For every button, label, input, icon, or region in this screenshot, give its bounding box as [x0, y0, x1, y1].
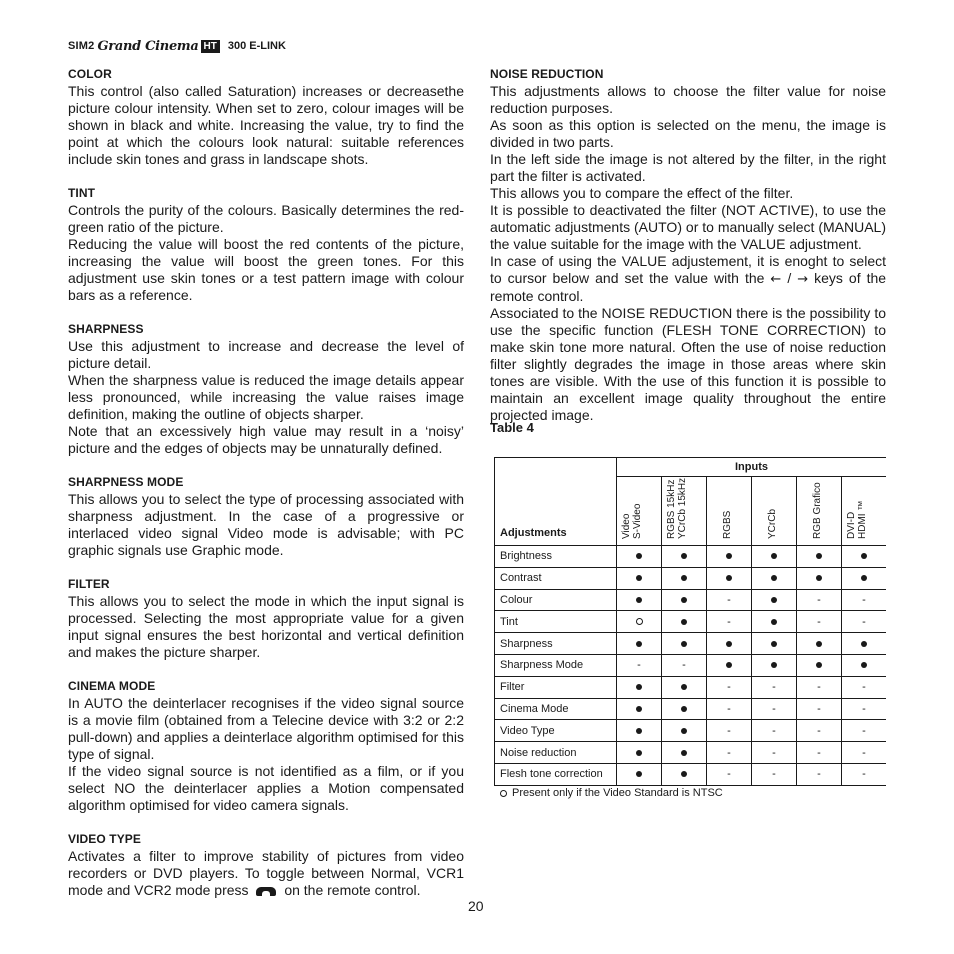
table-cell [752, 676, 797, 698]
not-supported-dash: - [817, 724, 821, 737]
table-title: Table 4 [490, 420, 534, 435]
supported-dot-icon [636, 684, 642, 690]
supported-dot-icon [816, 662, 822, 668]
left-column [68, 66, 464, 916]
not-supported-dash: - [772, 702, 776, 715]
not-supported-dash: - [727, 702, 731, 715]
not-supported-dash: - [817, 681, 821, 694]
row-label: Noise reduction [495, 742, 617, 764]
table-cell [797, 742, 842, 764]
supported-dot-icon [861, 641, 867, 647]
supported-dot-icon [771, 641, 777, 647]
not-supported-dash: - [772, 724, 776, 737]
table-cell [842, 567, 887, 589]
table-row [495, 633, 887, 655]
row-label: Colour [495, 589, 617, 611]
table-cell [752, 763, 797, 785]
table-cell [842, 676, 887, 698]
not-supported-dash: - [862, 724, 866, 737]
input-column-label: YCrCb [767, 508, 778, 539]
section-paragraph: This allows you to compare the effect of the filter. [490, 185, 794, 201]
section-sharpness [68, 321, 464, 457]
table-cell [752, 654, 797, 676]
table-cell [752, 546, 797, 568]
inputs-header: Inputs [617, 458, 887, 477]
table-cell [707, 567, 752, 589]
not-supported-dash: - [727, 681, 731, 694]
remote-button-icon [256, 887, 276, 896]
not-supported-dash: - [817, 615, 821, 628]
table-cell [662, 720, 707, 742]
table-cell [662, 676, 707, 698]
table-cell [842, 546, 887, 568]
input-column-label: Video [621, 513, 632, 539]
supported-dot-icon [771, 575, 777, 581]
table-cell [752, 567, 797, 589]
table-cell [662, 589, 707, 611]
section-body [490, 83, 886, 253]
table-cell [662, 611, 707, 633]
section-title: SHARPNESS [68, 322, 144, 336]
table-cell [707, 676, 752, 698]
section-noise-reduction [490, 66, 886, 424]
not-supported-dash: - [862, 768, 866, 781]
not-supported-dash: - [817, 768, 821, 781]
not-supported-dash: - [862, 615, 866, 628]
supported-dot-icon [861, 575, 867, 581]
table-cell [707, 654, 752, 676]
supported-dot-icon [636, 553, 642, 559]
ntsc-ring-icon [500, 790, 507, 797]
right-column [490, 66, 886, 441]
table-cell [662, 633, 707, 655]
section-filter [68, 576, 464, 661]
table-cell [842, 589, 887, 611]
table-cell [842, 698, 887, 720]
input-column-header [797, 477, 842, 546]
table-cell [707, 546, 752, 568]
brand-prefix: SIM2 [68, 40, 95, 52]
section-paragraph: Associated to the NOISE REDUCTION there is the possibility to use the specific function (FLESH TONE CORRECTION) to make skin tone more natural. Often the use of noise reduction filter slightly degrades the image in those areas where skin tones are visible. With the use of this function it is possible to maintain an excellent image quality throughout the entire projected image. [490, 305, 886, 423]
adjustments-header: Adjustments [495, 458, 617, 546]
not-supported-dash: - [772, 681, 776, 694]
arrow-right-icon: → [797, 272, 809, 287]
table-cell [752, 611, 797, 633]
section-video-type [68, 831, 464, 899]
supported-dot-icon [681, 771, 687, 777]
table-cell [662, 567, 707, 589]
table-cell [707, 763, 752, 785]
adjustments-table [494, 457, 886, 786]
table-cell [707, 611, 752, 633]
row-label: Filter [495, 676, 617, 698]
row-label: Tint [495, 611, 617, 633]
table-row [495, 763, 887, 785]
section-paragraph: If the video signal source is not identified as a film, or if you select NO the deinterlacer applies a Motion compensated algorithm optimised for video camera signals. [68, 763, 464, 813]
input-column-header [662, 477, 707, 546]
table-cell [662, 546, 707, 568]
not-supported-dash: - [727, 746, 731, 759]
not-supported-dash: - [727, 615, 731, 628]
table-cell [797, 633, 842, 655]
input-column-header [707, 477, 752, 546]
supported-dot-icon [681, 641, 687, 647]
table-cell [842, 654, 887, 676]
supported-dot-icon [726, 641, 732, 647]
supported-dot-icon [726, 575, 732, 581]
table-cell [707, 589, 752, 611]
section-tint [68, 185, 464, 304]
table-cell [842, 742, 887, 764]
table-row [495, 720, 887, 742]
arrow-left-icon: ← [770, 272, 782, 287]
supported-dot-icon [636, 750, 642, 756]
section-title: VIDEO TYPE [68, 832, 142, 846]
section-title: FILTER [68, 577, 110, 591]
table-cell [752, 698, 797, 720]
input-column-label: RGBS 15kHz [666, 479, 677, 539]
section-paragraph: When the sharpness value is reduced the image details appear less pronounced, while increasing the value raises image definition, making the outline of objects sharper. [68, 372, 464, 422]
row-label: Flesh tone correction [495, 763, 617, 785]
table-cell [707, 698, 752, 720]
section-color [68, 66, 464, 168]
row-label: Contrast [495, 567, 617, 589]
supported-dot-icon [816, 575, 822, 581]
section-paragraph: In the left side the image is not altered by the filter, in the right part the filter is activated. [490, 151, 886, 184]
supported-dot-icon [636, 706, 642, 712]
table-cell [797, 763, 842, 785]
table-row [495, 546, 887, 568]
section-paragraph: This adjustments allows to choose the filter value for noise reduction purposes. [490, 83, 886, 116]
table-cell [797, 611, 842, 633]
not-supported-dash: - [727, 593, 731, 606]
page-number: 20 [468, 898, 484, 914]
table-cell [797, 698, 842, 720]
section-title: SHARPNESS MODE [68, 475, 184, 489]
supported-dot-icon [861, 553, 867, 559]
table-row [495, 611, 887, 633]
section-paragraph: This allows you to select the mode in which the input signal is processed. Selecting the most appropriate value for a given input signal ensures the best horizontal and vertical definition and makes the picture sharper. [68, 593, 464, 660]
row-label: Cinema Mode [495, 698, 617, 720]
table-row [495, 567, 887, 589]
table-row [495, 654, 887, 676]
table-cell [662, 698, 707, 720]
row-label: Sharpness Mode [495, 654, 617, 676]
input-column-label: RGBS [722, 510, 733, 539]
section-title: NOISE REDUCTION [490, 67, 604, 81]
supported-dot-icon [771, 597, 777, 603]
input-column-header [842, 477, 887, 546]
section-sharpness-mode [68, 474, 464, 559]
table-cell [842, 633, 887, 655]
table-cell [752, 720, 797, 742]
not-supported-dash: - [862, 593, 866, 606]
supported-dot-icon [636, 575, 642, 581]
table-cell [797, 589, 842, 611]
supported-dot-icon [636, 771, 642, 777]
row-label: Sharpness [495, 633, 617, 655]
table-cell [797, 567, 842, 589]
table-cell [617, 633, 662, 655]
brand-script: Grand Cinema [97, 38, 199, 54]
table-cell [617, 611, 662, 633]
table-cell [617, 763, 662, 785]
supported-dot-icon [681, 575, 687, 581]
section-paragraph: It is possible to deactivated the filter (NOT ACTIVE), to use the automatic adjustments (AUTO) or to manually select (MANUAL) the value suitable for the image with the VALUE adjustment. [490, 202, 886, 252]
table-cell [662, 654, 707, 676]
input-column-header [617, 477, 662, 546]
section-paragraph: This control (also called Saturation) increases or decreasethe picture colour intensity. When set to zero, colour images will be shown in black and white. Increasing the value, try to find the point at which the colours look natural: suitable references include skin tones and grass in landscape shots. [68, 83, 464, 167]
supported-dot-icon [681, 597, 687, 603]
not-supported-dash: - [817, 593, 821, 606]
left-sections [68, 66, 464, 814]
table-cell [797, 654, 842, 676]
table-cell [617, 567, 662, 589]
section-paragraph: Use this adjustment to increase and decrease the level of picture detail. [68, 338, 464, 371]
table-cell [617, 589, 662, 611]
not-supported-dash: - [862, 746, 866, 759]
supported-dot-icon [681, 619, 687, 625]
table-cell [707, 742, 752, 764]
table-row [495, 676, 887, 698]
table-row [495, 698, 887, 720]
section-paragraph: In AUTO the deinterlacer recognises if the video signal source is a movie film (obtained from a Telecine device with 3:2 or 2:2 pull-down) and applies a deinterlace algorithm optimised for this type of signal. [68, 695, 464, 762]
page-header [68, 38, 286, 54]
not-supported-dash: - [817, 702, 821, 715]
table-cell [617, 546, 662, 568]
not-supported-dash: - [772, 746, 776, 759]
section-paragraph: Reducing the value will boost the red contents of the picture, increasing the value will boost the green tones. For this adjustment use skin tones or a test pattern image with colour bars as a reference. [68, 236, 464, 303]
section-paragraph: As soon as this option is selected on the menu, the image is divided in two parts. [490, 117, 886, 150]
input-column-label: RGB Grafico [812, 482, 823, 539]
supported-dot-icon [861, 662, 867, 668]
table-cell [707, 633, 752, 655]
table-cell [797, 720, 842, 742]
supported-dot-icon [681, 684, 687, 690]
brand-ht-badge: HT [201, 40, 220, 53]
supported-dot-icon [681, 728, 687, 734]
input-column-label: HDMI ™ [857, 500, 868, 539]
row-label: Brightness [495, 546, 617, 568]
supported-dot-icon [636, 597, 642, 603]
table-footnote: Present only if the Video Standard is NTSC [500, 787, 723, 799]
supported-dot-icon [726, 662, 732, 668]
supported-dot-icon [726, 553, 732, 559]
section-paragraph: In case of using the VALUE adjustement, it is enoght to select to cursor below and set the value with the ← / → keys of the remote control. [490, 253, 887, 304]
supported-dot-icon [681, 553, 687, 559]
table-cell [617, 742, 662, 764]
not-supported-dash: - [862, 681, 866, 694]
ntsc-ring-icon [636, 618, 643, 625]
section-title: CINEMA MODE [68, 679, 156, 693]
table-cell [752, 589, 797, 611]
supported-dot-icon [636, 641, 642, 647]
table-row [495, 742, 887, 764]
input-column-label: DVI-D [846, 511, 857, 539]
table-cell [617, 654, 662, 676]
table-cell [617, 698, 662, 720]
table-cell [842, 763, 887, 785]
table-cell [707, 720, 752, 742]
section-paragraph: Note that an excessively high value may result in a ‘noisy’ picture and the edges of objects may be unnaturally defined. [68, 423, 464, 456]
supported-dot-icon [771, 662, 777, 668]
section-paragraph: This allows you to select the type of processing associated with sharpness adjustment. In the case of a progressive or interlaced video signal Video mode is advisable; with PC graphic signals use Graphic mode. [68, 491, 464, 558]
section-cinema-mode [68, 678, 464, 814]
table-cell [842, 611, 887, 633]
model-name: 300 E-LINK [227, 40, 286, 52]
input-column-header [752, 477, 797, 546]
table-cell [662, 742, 707, 764]
table-cell [617, 720, 662, 742]
not-supported-dash: - [637, 659, 641, 672]
input-column-label: YCrCb 15kHz [677, 477, 688, 539]
section-title: COLOR [68, 67, 112, 81]
not-supported-dash: - [682, 659, 686, 672]
table-cell [842, 720, 887, 742]
supported-dot-icon [771, 619, 777, 625]
section-title: TINT [68, 186, 96, 200]
not-supported-dash: - [862, 702, 866, 715]
table-cell [617, 676, 662, 698]
table-cell [797, 546, 842, 568]
not-supported-dash: - [817, 746, 821, 759]
table-cell [752, 742, 797, 764]
table-cell [797, 676, 842, 698]
supported-dot-icon [816, 641, 822, 647]
not-supported-dash: - [727, 724, 731, 737]
table-cell [752, 633, 797, 655]
supported-dot-icon [636, 728, 642, 734]
row-label: Video Type [495, 720, 617, 742]
input-column-label: S-Video [632, 503, 643, 539]
table-row [495, 589, 887, 611]
supported-dot-icon [816, 553, 822, 559]
supported-dot-icon [771, 553, 777, 559]
section-paragraph: Controls the purity of the colours. Basically determines the red-green ratio of the picture. [68, 202, 464, 235]
table-cell [662, 763, 707, 785]
supported-dot-icon [681, 706, 687, 712]
not-supported-dash: - [727, 768, 731, 781]
not-supported-dash: - [772, 768, 776, 781]
section-paragraph: Activates a filter to improve stability of pictures from video recorders or DVD players. To toggle between Normal, VCR1 mode and VCR2 mode press on the remote control. [68, 848, 464, 898]
supported-dot-icon [681, 750, 687, 756]
